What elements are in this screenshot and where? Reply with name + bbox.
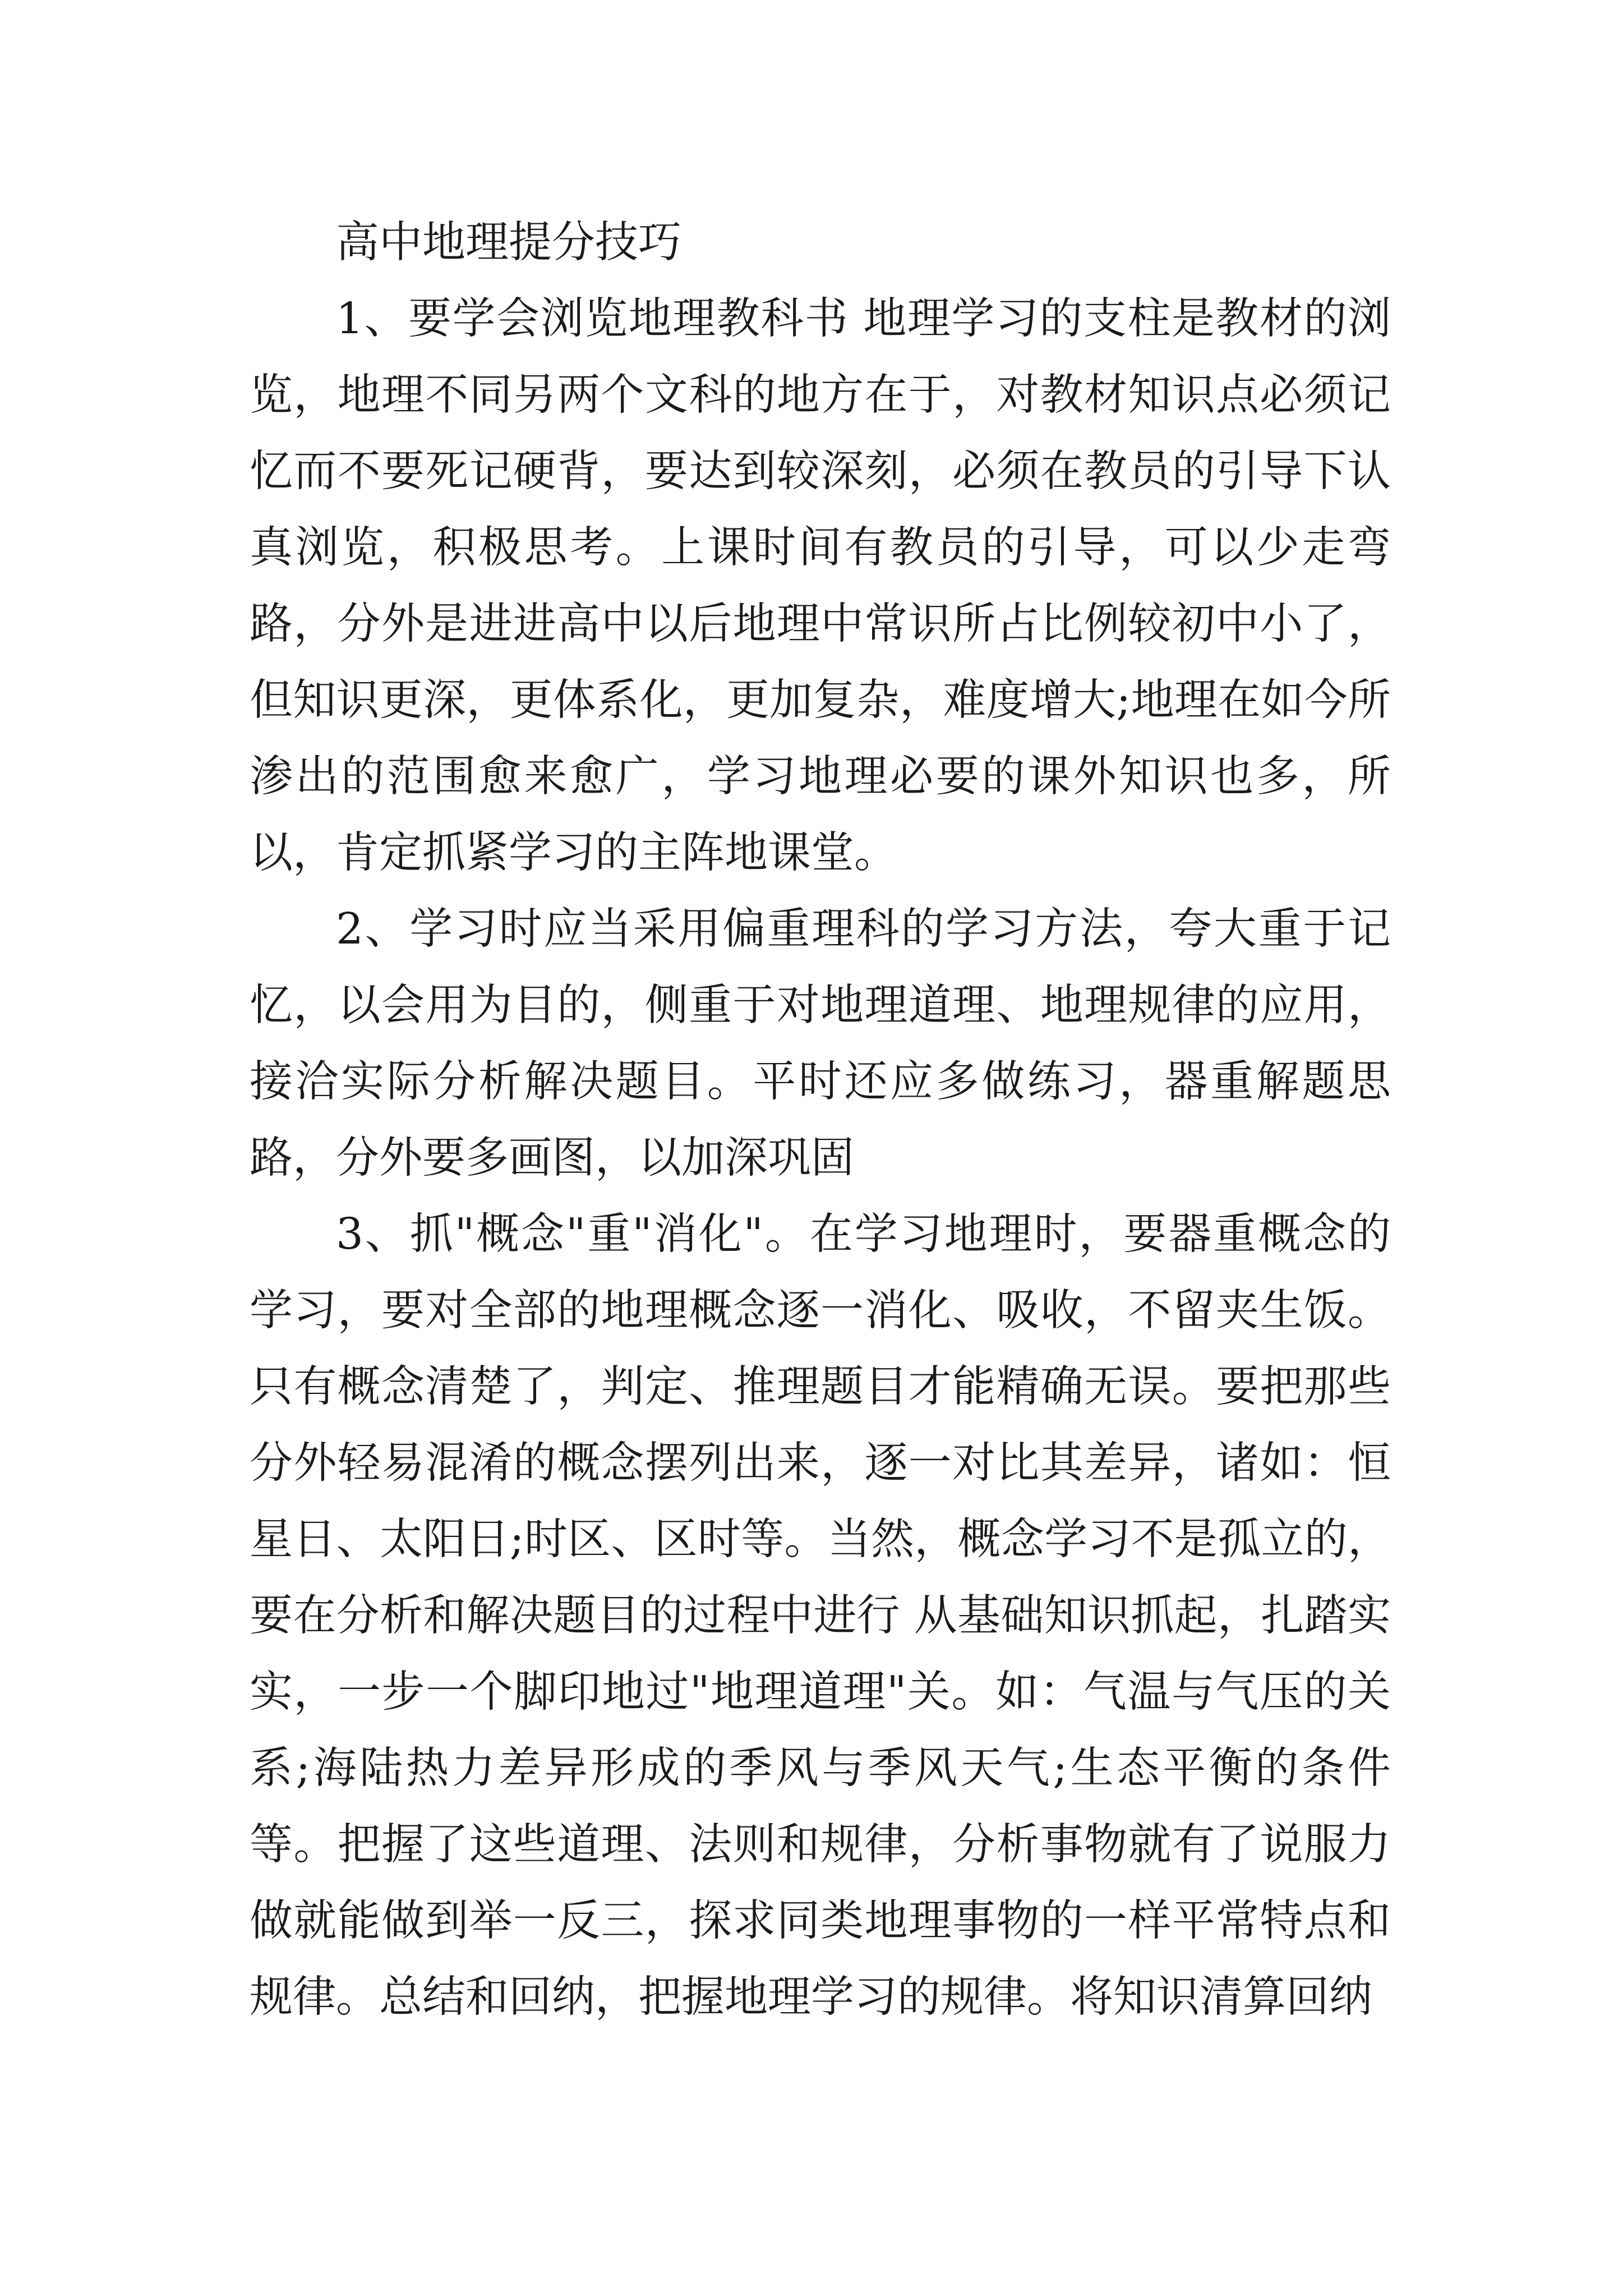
paragraph-3: 3、抓"概念"重"消化"。在学习地理时，要器重概念的学习，要对全部的地理概念逐一消化、吸收，不留夹生饭。只有概念清楚了，判定、推理题目才能精确无误。要把那些分外轻易混淆的概念摆列出来，逐一对比其差异，诸如：恒星日、太阳日;时区、区时等。当然，概念学习不是孤立的，要在分析和解决题目的过程中进行 从基础知识抓起，扎踏实实，一步一个脚印地过"地理道理"关。如：气温与气压的关系;海陆热力差异形成的季风与季风天气;生态平衡的条件等。把握了这些道理、法则和规律，分析事物就有了说服力做就能做到举一反三，探求同类地理事物的一样平常特点和规律。总结和回纳，把握地理学习的规律。将知识清算回纳 [250, 1209, 1391, 2022]
document-body [250, 205, 1391, 2036]
paragraph-1: 1、要学会浏览地理教科书 地理学习的支柱是教材的浏览，地理不同另两个文科的地方在于，对教材知识点必须记忆而不要死记硬背，要达到较深刻，必须在教员的引导下认真浏览，积极思考。上课时间有教员的引导，可以少走弯路，分外是进进高中以后地理中常识所占比例较初中小了，但知识更深，更体系化，更加复杂，难度增大;地理在如今所渗出的范围愈来愈广，学习地理必要的课外知识也多，所以，肯定抓紧学习的主阵地课堂。 [250, 294, 1391, 878]
paragraph-2: 2、学习时应当采用偏重理科的学习方法，夸大重于记忆，以会用为目的，侧重于对地理道理、地理规律的应用，接洽实际分析解决题目。平时还应多做练习，器重解题思路，分外要多画图，以加深巩固 [250, 904, 1391, 1183]
document-title: 高中地理提分技巧 [336, 218, 681, 268]
